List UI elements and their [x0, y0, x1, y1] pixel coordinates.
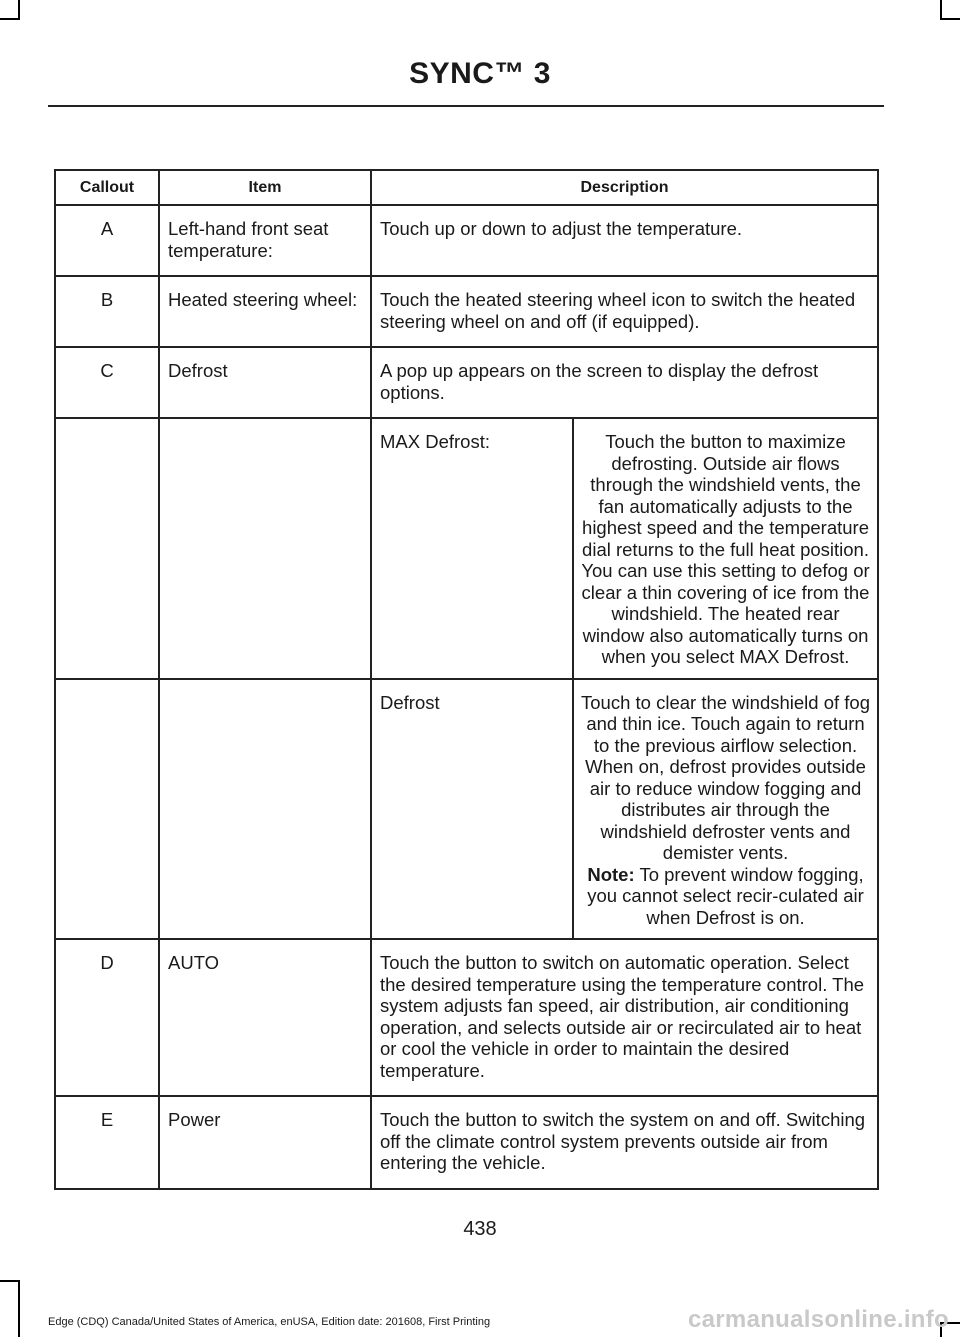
column-header-callout: Callout: [55, 170, 159, 205]
description-cell: Touch the heated steering wheel icon to switch the heated steering wheel on and off (if equipped).: [371, 276, 878, 347]
sub-description-cell: [573, 679, 878, 940]
item-cell: AUTO: [159, 939, 371, 1096]
header-divider: [48, 105, 884, 107]
item-cell: Heated steering wheel:: [159, 276, 371, 347]
empty-cell: [55, 418, 159, 679]
note-body: To prevent window fogging, you cannot select recir-culated air when Defrost is on.: [587, 863, 864, 928]
description-cell: Touch the button to switch on automatic operation. Select the desired temperature using the temperature control. The system adjusts fan speed, air distribution, air conditioning operation, and selects outside air or recirculated air to heat or cool the vehicle in order to maintain the desired temperature.: [371, 939, 878, 1096]
table-subrow: [55, 418, 878, 679]
table-row: [55, 276, 878, 347]
item-cell: Power: [159, 1096, 371, 1189]
table-row: [55, 939, 878, 1096]
note-text: [580, 864, 871, 929]
item-cell: Defrost: [159, 347, 371, 418]
empty-cell: [159, 679, 371, 940]
column-header-item: Item: [159, 170, 371, 205]
sub-item-cell: MAX Defrost:: [371, 418, 573, 679]
callout-cell: A: [55, 205, 159, 276]
table-row: [55, 1096, 878, 1189]
item-cell: Left-hand front seat temperature:: [159, 205, 371, 276]
crop-mark: [0, 18, 18, 20]
sub-description-cell: Touch the button to maximize defrosting. Outside air flows through the windshield vents, the fan automatically adjusts to the highest speed and the temperature dial returns to the full heat position. You can use this setting to defog or clear a thin covering of ice from the windshield. The heated rear window also automatically turns on when you select MAX Defrost.: [573, 418, 878, 679]
crop-mark: [940, 18, 960, 20]
climate-controls-table: [54, 169, 879, 1190]
note-label: Note:: [587, 863, 635, 885]
callout-cell: D: [55, 939, 159, 1096]
watermark: carmanualsonline.info: [688, 1306, 950, 1333]
callout-cell: E: [55, 1096, 159, 1189]
sub-item-cell: Defrost: [371, 679, 573, 940]
page-number: 438: [463, 1218, 497, 1240]
crop-mark: [18, 0, 20, 20]
description-cell: A pop up appears on the screen to display the defrost options.: [371, 347, 878, 418]
callout-cell: C: [55, 347, 159, 418]
crop-mark: [18, 1280, 20, 1337]
description-cell: Touch the button to switch the system on and off. Switching off the climate control system prevents outside air from entering the vehicle.: [371, 1096, 878, 1189]
sub-description-text: Touch to clear the windshield of fog and thin ice. Touch again to return to the previous airflow selection. When on, defrost provides outside air to reduce window fogging and distributes air through the windshield defroster vents and demister vents.: [581, 691, 870, 863]
table-header-row: [55, 170, 878, 205]
table-row: [55, 205, 878, 276]
table-row: [55, 347, 878, 418]
empty-cell: [55, 679, 159, 940]
page-title: SYNC™ 3: [409, 57, 551, 90]
description-cell: Touch up or down to adjust the temperature.: [371, 205, 878, 276]
callout-cell: B: [55, 276, 159, 347]
crop-mark: [0, 1280, 18, 1282]
column-header-description: Description: [371, 170, 878, 205]
empty-cell: [159, 418, 371, 679]
table-subrow: [55, 679, 878, 940]
crop-mark: [940, 0, 942, 20]
footer-edition-info: Edge (CDQ) Canada/United States of America, enUSA, Edition date: 201608, First Printing: [48, 1316, 491, 1328]
